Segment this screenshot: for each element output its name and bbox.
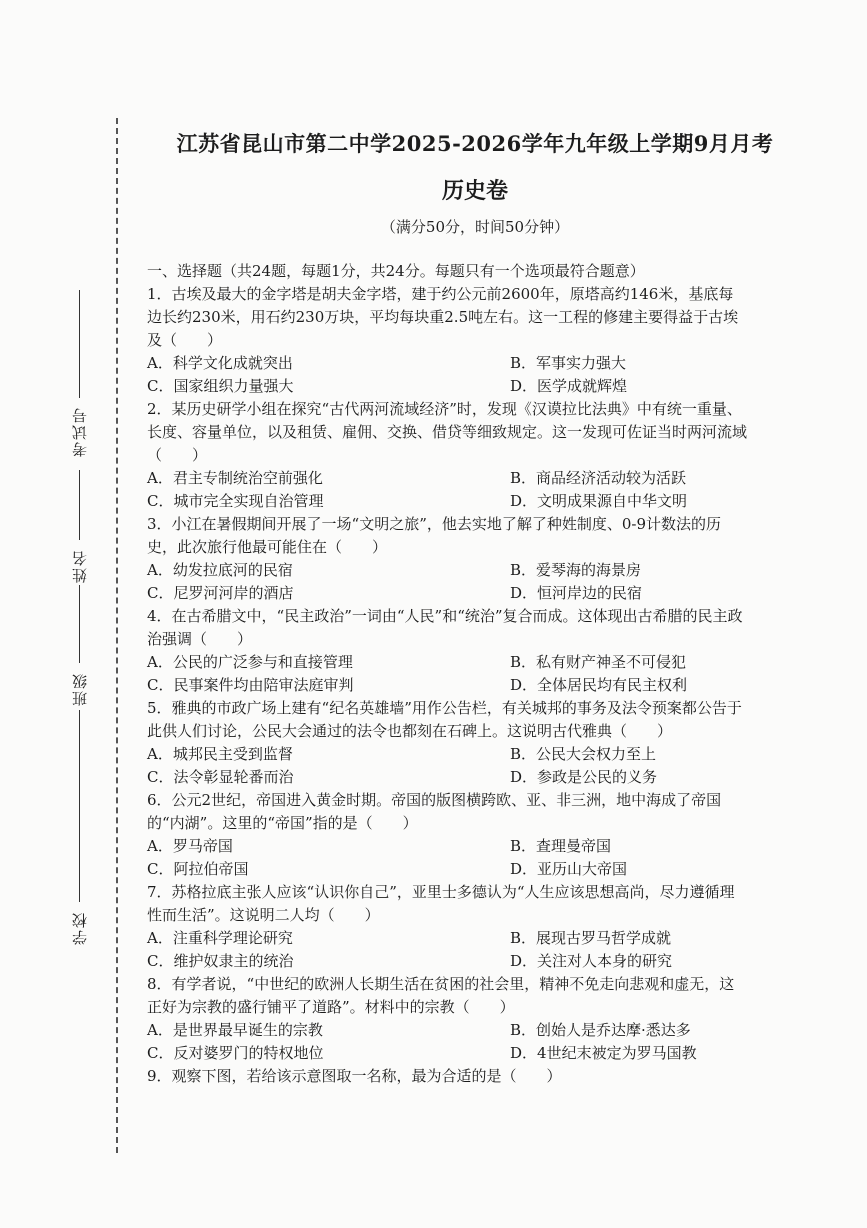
page-subtitle: 历史卷 — [441, 178, 508, 204]
class-underline — [79, 585, 80, 663]
exam-number-label: 考试号 — [71, 406, 89, 458]
question-stem: 8．有学者说，“中世纪的欧洲人长期生活在贫困的社会里，精神不免走向悲观和虚无，这正好为宗教的盛行铺平了道路”。材料中的宗教（ ） — [147, 975, 735, 1016]
class-field — [60, 585, 100, 715]
answer-option: B．私有财产神圣不可侵犯 — [510, 653, 687, 671]
class-label: 班级 — [71, 672, 89, 706]
exam-number-underline — [79, 290, 80, 398]
answer-option: C．法令彰显轮番而治 — [147, 768, 294, 786]
answer-option: A．君主专制统治空前强化 — [147, 469, 323, 487]
answer-option: D．恒河岸边的民宿 — [510, 584, 643, 602]
question-stem: 7．苏格拉底主张人应该“认识你自己”，亚里士多德认为“人生应该思想高尚，尽力遵循理性而生活”。这说明二人均（ ） — [147, 883, 735, 924]
answer-option: D．亚历山大帝国 — [510, 860, 628, 878]
option-list — [147, 467, 747, 513]
question-item — [147, 513, 747, 605]
question-item — [147, 789, 747, 881]
question-stem: 5．雅典的市政广场上建有“纪名英雄墙”用作公告栏，有关城邦的事务及法令预案都公告于此供人们讨论，公民大会通过的法令也都刻在石碑上。这说明古代雅典（ ） — [147, 699, 742, 740]
question-section — [147, 260, 747, 1088]
answer-option: A．科学文化成就突出 — [147, 354, 293, 372]
question-list — [147, 283, 747, 1088]
answer-option: D．文明成果源自中华文明 — [510, 492, 688, 510]
answer-option: A．公民的广泛参与和直接管理 — [147, 653, 353, 671]
answer-option: A．是世界最早诞生的宗教 — [147, 1021, 323, 1039]
exam-number-field — [60, 290, 100, 480]
question-stem: 2．某历史研学小组在探究“古代两河流域经济”时，发现《汉谟拉比法典》中有统一重量、长度、容量单位，以及租赁、雇佣、交换、借贷等细致规定。这一发现可佐证当时两河流域（ ） — [147, 400, 748, 464]
answer-option: B．创始人是乔达摩·悉达多 — [510, 1021, 691, 1039]
option-list — [147, 559, 747, 605]
answer-option: B．商品经济活动较为活跃 — [510, 469, 687, 487]
question-stem: 9．观察下图，若给该示意图取一名称，最为合适的是（ ） — [147, 1067, 562, 1085]
question-item — [147, 1065, 747, 1088]
question-item — [147, 697, 747, 789]
question-stem: 3．小江在暑假期间开展了一场“文明之旅”，他去实地了解了种姓制度、0-9计数法的历史，此次旅行他最可能住在（ ） — [147, 515, 722, 556]
binding-dashed-line — [116, 118, 118, 1153]
name-underline — [79, 470, 80, 540]
answer-option: D．4世纪末被定为罗马国教 — [510, 1044, 697, 1062]
answer-option: B．查理曼帝国 — [510, 837, 612, 855]
answer-option: C．国家组织力量强大 — [147, 377, 294, 395]
answer-option: D．全体居民均有民主权利 — [510, 676, 688, 694]
option-list — [147, 743, 747, 789]
school-underline — [79, 710, 80, 902]
answer-option: C．民事案件均由陪审法庭审判 — [147, 676, 354, 694]
answer-option: A．幼发拉底河的民宿 — [147, 561, 293, 579]
answer-option: A．城邦民主受到监督 — [147, 745, 293, 763]
answer-option: C．尼罗河河岸的酒店 — [147, 584, 294, 602]
name-label: 姓名 — [71, 549, 89, 583]
school-field — [60, 710, 100, 950]
answer-option: B．军事实力强大 — [510, 354, 627, 372]
answer-option: C．阿拉伯帝国 — [147, 860, 249, 878]
school-label: 学校 — [71, 911, 89, 945]
answer-option: B．爱琴海的海景房 — [510, 561, 642, 579]
question-item — [147, 398, 747, 513]
name-field — [60, 470, 100, 590]
question-item — [147, 283, 747, 398]
question-stem: 4．在古希腊文中，“民主政治”一词由“人民”和“统治”复合而成。这体现出古希腊的民主政治强调（ ） — [147, 607, 743, 648]
answer-option: B．公民大会权力至上 — [510, 745, 657, 763]
answer-option: D．关注对人本身的研究 — [510, 952, 673, 970]
answer-option: C．维护奴隶主的统治 — [147, 952, 294, 970]
question-stem: 6．公元2世纪，帝国进入黄金时期。帝国的版图横跨欧、亚、非三洲，地中海成了帝国的“内湖”。这里的“帝国”指的是（ ） — [147, 791, 722, 832]
answer-option: D．医学成就辉煌 — [510, 377, 628, 395]
answer-option: A．罗马帝国 — [147, 837, 233, 855]
answer-option: C．反对婆罗门的特权地位 — [147, 1044, 324, 1062]
score-time-note: （满分50分，时间50分钟） — [380, 218, 570, 236]
option-list — [147, 352, 747, 398]
answer-option: B．展现古罗马哲学成就 — [510, 929, 672, 947]
option-list — [147, 1019, 747, 1065]
option-list — [147, 651, 747, 697]
page-title: 江苏省昆山市第二中学2025-2026学年九年级上学期9月月考 — [176, 131, 774, 156]
option-list — [147, 927, 747, 973]
question-stem: 1．古埃及最大的金字塔是胡夫金字塔，建于约公元前2600年，原塔高约146米，基底每边长约230米，用石约230万块，平均每块重2.5吨左右。这一工程的修建主要得益于古埃及（ ） — [147, 285, 739, 349]
question-item — [147, 605, 747, 697]
option-list — [147, 835, 747, 881]
section-title: 一、选择题（共24题，每题1分，共24分。每题只有一个选项最符合题意） — [147, 262, 645, 280]
answer-option: A．注重科学理论研究 — [147, 929, 293, 947]
answer-option: C．城市完全实现自治管理 — [147, 492, 324, 510]
answer-option: D．参政是公民的义务 — [510, 768, 658, 786]
question-item — [147, 973, 747, 1065]
question-item — [147, 881, 747, 973]
